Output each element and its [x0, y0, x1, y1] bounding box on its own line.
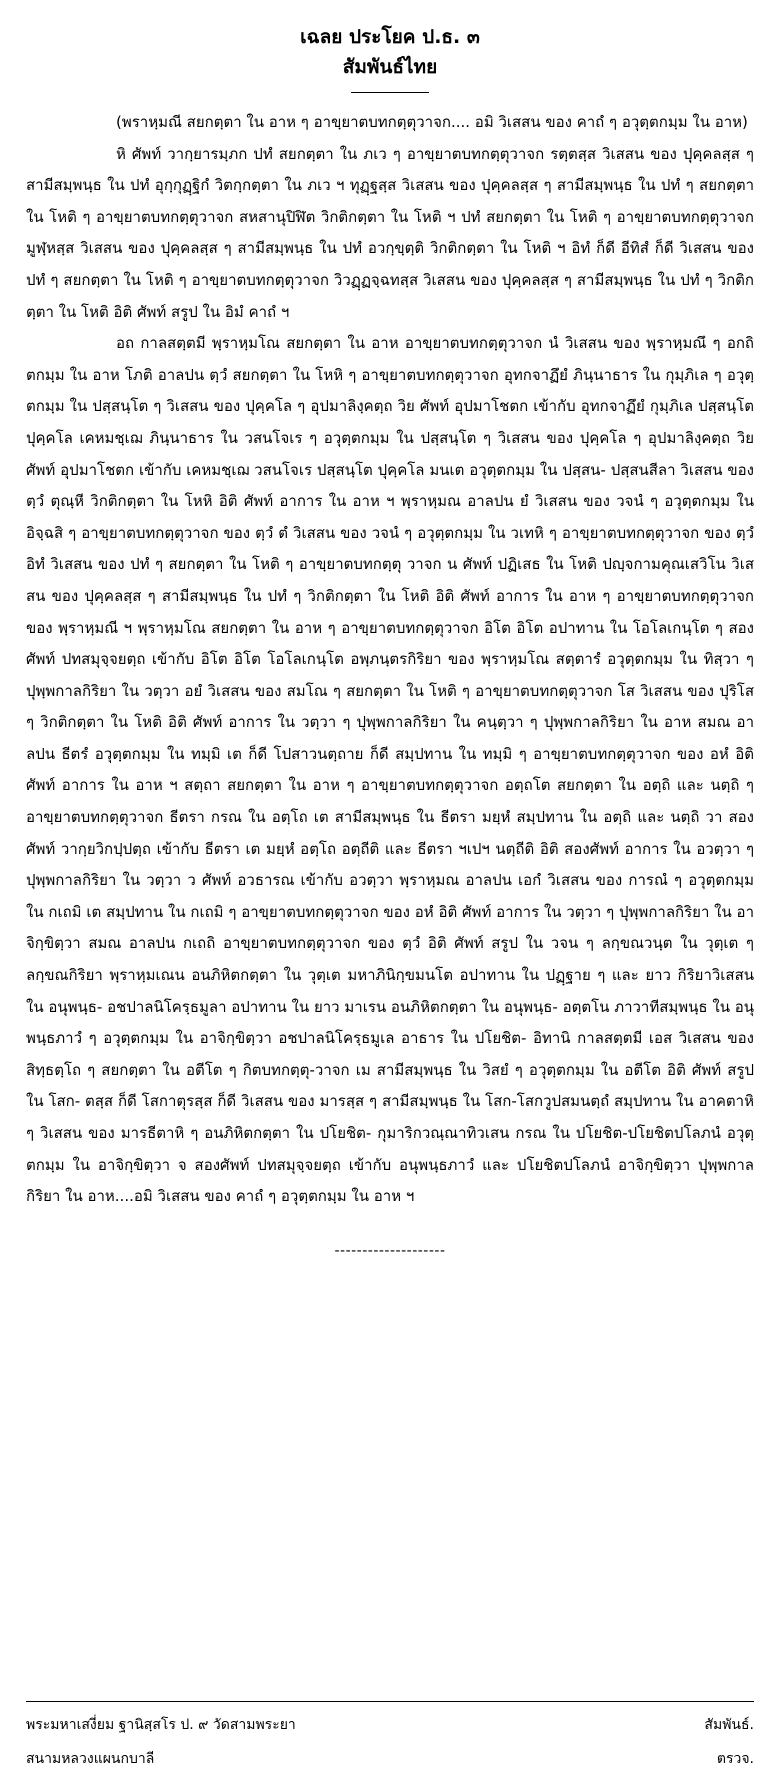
body-paragraph-1: หิ ศัพท์ วากฺยารมฺภก ปทํ สยกตฺตา ใน ภเว ๆ อาขฺยาตบทกตฺตุวาจก รตฺตสฺส วิเสสน ของ ปุคฺคลสฺส ๆ สามีสมฺพนฺธ ใน ปทํ อุกฺกุฏฺฐิกํ วิตกฺกตฺตา ใน ภเว ฯ ทุฏฺฐสฺส วิเสสน ของ ปุคฺคลสฺส ๆ สามีสมฺพนฺธ ใน ปทํ ๆ สยกตฺตา ใน โหติ ๆ อาขฺยาตบทกตฺตุวาจก สหสานุปิฬิต วิกติกตฺตา ใน โหติ ฯ ปทํ สยกตฺตา ใน โหติ ๆ อาขฺยาตบทกตฺตุวาจก มูฬฺหสฺส วิเสสน ของ ปุคฺคลสฺส ๆ สามีสมฺพนฺธ ใน ปทํ อวกฺขฺตฺติ วิกติกตฺตา ใน โหติ ฯ อิทํ ก็ดี อีทิสํ ก็ดี วิเสสน ของ ปทํ ๆ สยกตฺตา ใน โหติ ๆ อาขฺยาตบทกตฺตุวาจก วิวฏฺฏจฺฉทสฺส วิเสสน ของ ปุคฺคลสฺส ๆ สามีสมฺพนฺธ ใน ปทํ ๆ วิกติกตฺตา ใน โหติ อิติ ศัพท์ สรูป ใน อิมํ คาถํ ฯ	[26, 144, 754, 321]
page-subtitle: สัมพันธ์ไทย	[342, 56, 438, 78]
section-separator: --------------------	[334, 1242, 446, 1259]
footer-role-1: สัมพันธ์.	[704, 1717, 754, 1733]
footer-location: สนามหลวงแผนกบาลี	[26, 1751, 155, 1767]
footer-role-2: ตรวจ.	[716, 1751, 754, 1767]
footer-divider	[26, 1701, 754, 1702]
intro-paragraph: (พราหฺมณี สยกตฺตา ใน อาห ๆ อาขฺยาตบทกตฺตุวาจก.... อมิ วิเสสน ของ คาถํ ๆ อวุตฺตกมฺม ใน อาห)	[116, 113, 748, 131]
page-title: เฉลย ประโยค ป.ธ. ๓	[300, 26, 480, 48]
body-paragraph-2: อถ กาลสตฺตมี พฺราหฺมโณ สยกตฺตา ใน อาห อาขฺยาตบทกตฺตุวาจก นํ วิเสสน ของ พฺราหฺมณึ ๆ อกถิตกมฺม ใน อาห โภติ อาลปน ตฺวํ สยกตฺตา ใน โหหิ ๆ อาขฺยาตบทกตฺตุวาจก อุทกจาฏึยํ ภินฺนาธาร ใน กุมฺภิเล ๆ อวุตฺตกมฺม ใน ปสฺสนฺโต ๆ วิเสสน ของ ปุคฺคโล ๆ อุปมาลิงฺคตฺถ วิย ศัพท์ อุปมาโชตก เข้ากับ อุทกจาฏึยํ กุมฺภิเล ปสฺสนฺโต ปุคฺคโล เคหมชฺเฌ ภินฺนาธาร ใน วสนโจเร ๆ อวุตฺตกมฺม ใน ปสฺสนฺโต ๆ วิเสสน ของ ปุคฺคโล ๆ อุปมาลิงฺคตฺถ วิย ศัพท์ อุปมาโชตก เข้ากับ เคหมชฺเฌ วสนโจเร ปสฺสนฺโต ปุคฺคโล มนเต อวุตฺตกมฺม ใน ปสฺสน- ปสฺสนสีลา วิเสสน ของ ตฺวํ ตุณฺหี วิกติกตฺตา ใน โหหิ อิติ ศัพท์ อาการ ใน อาห ฯ พฺราหฺมณ อาลปน ยํ วิเสสน ของ วจนํ ๆ อวุตฺตกมฺม ใน อิจฺฉสิ ๆ อาขฺยาตบทกตฺตุวาจก ของ ตฺวํ ตํ วิเสสน ของ วจนํ ๆ อวุตฺตกมฺม ใน วเทหิ ๆ อาขฺยาตบทกตฺตุวาจก ของ ตฺวํ อิทํ วิเสสน ของ ปทํ ๆ สยกตฺตา ใน โหติ ๆ อาขฺยาตบทกตฺตุ วาจก น ศัพท์ ปฏิเสธ ใน โหติ ปญฺจกามคุณเสวิโน วิเสสน ของ ปุคฺคลสฺส ๆ สามีสมฺพนฺธ ใน ปทํ ๆ วิกติกตฺตา ใน โหติ อิติ ศัพท์ อาการ ใน อาห ๆ อาขฺยาตบทกตฺตุวาจก ของ พฺราหฺมณี ฯ พฺราหฺมโณ สยกตฺตา ใน อาห ๆ อาขฺยาตบทกตฺตุวาจก อิโต อิโต อปาทาน ใน โอโลเกนฺโต ๆ สองศัพท์ ปทสมุจฺจยตฺถ เข้ากับ อิโต อิโต โอโลเกนฺโต อพฺภนฺตรกิริยา ของ พฺราหฺมโณ สตฺตารํ อวุตฺตกมฺม ใน ทิสฺวา ๆ ปุพฺพกาลกิริยา ใน วตฺวา อยํ วิเสสน ของ สมโณ ๆ สยกตฺตา ใน โหติ ๆ อาขฺยาตบทกตฺตุวาจก โส วิเสสน ของ ปุริโส ๆ วิกติกตฺตา ใน โหติ อิติ ศัพท์ อาการ ใน วตฺวา ๆ ปุพฺพกาลกิริยา ใน คนฺตฺวา ๆ ปุพฺพกาลกิริยา ใน อาห สมณ อาลปน ธีตรํ อวุตฺตกมฺม ใน ทมฺมิ เต ก็ดี โปสาวนตฺถาย ก็ดี สมฺปทาน ใน ทมฺมิ ๆ อาขฺยาตบทกตฺตุวาจก ของ อหํ อิติ ศัพท์ อาการ ใน อาห ฯ สตฺถา สยกตฺตา ใน อาห ๆ อาขฺยาตบทกตฺตุวาจก อตฺถโต สยกตฺตา ใน อตฺถิ และ นตฺถิ ๆ อาขฺยาตบทกตฺตุวาจก ธีตรา กรณ ใน อตฺโถ เต สามีสมฺพนฺธ ใน ธีตรา มยฺหํ สมฺปทาน ใน อตฺถิ และ นตฺถิ วา สองศัพท์ วากฺยวิกปฺปตฺถ เข้ากับ ธีตรา เต มยฺหํ อตฺโถ อตฺถีติ และ ธีตรา ฯเปฯ นตฺถีติ อิติ สองศัพท์ อาการ ใน อวตฺวา ๆ ปุพฺพกาลกิริยา ใน วตฺวา ว ศัพท์ อวธารณ เข้ากับ อวตฺวา พฺราหฺมณ อาลปน เอกํ วิเสสน ของ การณํ ๆ อวุตฺตกมฺม ใน กเถมิ เต สมฺปทาน ใน กเถมิ ๆ อาขฺยาตบทกตฺตุวาจก ของ อหํ อิติ ศัพท์ อาการ ใน วตฺวา ๆ ปุพฺพกาลกิริยา ใน อาจิกฺขิตฺวา สมณ อาลปน กเถถิ อาขฺยาตบทกตฺตุวาจก ของ ตฺวํ อิติ ศัพท์ สรูป ใน วจน ๆ ลกฺขณวนฺต ใน วุตฺเต ๆ ลกฺขณกิริยา พฺราหฺมเณน อนภิหิตกตฺตา ใน วุตฺเต มหาภินิกฺขมนโต อปาทาน ใน ปฏฺฐาย ๆ และ ยาว กิริยาวิเสสน ใน อนุพนฺธ- อชปาลนิโครฺธมูลา อปาทาน ใน ยาว มาเรน อนภิหิตกตฺตา ใน อนุพนฺธ- อตฺตโน ภาวาทีสมฺพนฺธ ใน อนุพนฺธภาวํ ๆ อวุตฺตกมฺม ใน อาจิกฺขิตฺวา อชปาลนิโครฺธมูเล อาธาร ใน ปโยชิต- อิทานิ กาลสตฺตมี เอส วิเสสน ของ สิทฺธตฺโถ ๆ สยกตฺตา ใน อตีโต ๆ กิตบทกตฺตุ-วาจก เม สามีสมฺพนฺธ ใน วิสยํ ๆ อวุตฺตกมฺม ใน อตีโต อิติ ศัพท์ สรูป ใน โสก- ตสฺส ก็ดี โสกาตุรสฺส ก็ดี วิเสสน ของ มารสฺส ๆ สามีสมฺพนฺธ ใน โสก-โสกวูปสมนตฺถํ สมฺปทาน ใน อาคตาหิ ๆ วิเสสน ของ มารธีตาหิ ๆ อนภิหิตกตฺตา ใน ปโยชิต- กุมาริกวณฺณาทิวเสน กรณ ใน ปโยชิต-ปโยชิตปโลภนํ อวุตฺตกมฺม ใน อาจิกฺขิตฺวา จ สองศัพท์ ปทสมุจฺจยตฺถ เข้ากับ อนุพนฺธภาวํ และ ปโยชิตปโลภนํ อาจิกฺขิตฺวา ปุพฺพกาลกิริยา ใน อาห....อมิ วิเสสน ของ คาถํ ๆ อวุตฺตกมฺม ใน อาห ฯ	[26, 334, 754, 1206]
footer-author: พระมหาเสงี่ยม ฐานิสฺสโร ป. ๙ วัดสามพระยา	[26, 1717, 296, 1733]
footer	[26, 1708, 754, 1776]
footer-row-1	[26, 1708, 754, 1742]
footer-row-2	[26, 1742, 754, 1776]
title-underline	[351, 92, 429, 93]
